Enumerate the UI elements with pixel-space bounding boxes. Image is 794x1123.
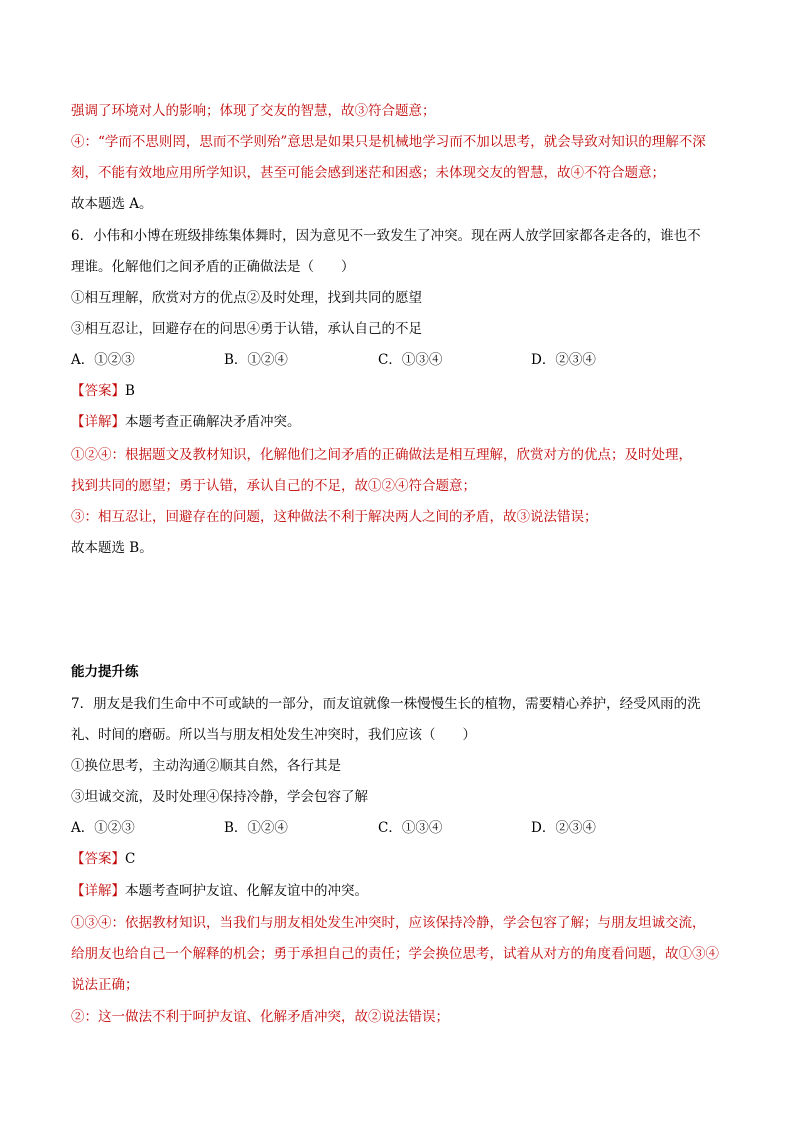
question-7-explanation: 给朋友也给自己一个解释的机会；勇于承担自己的责任；学会换位思考，试着从对方的角度看问题，故①③④ bbox=[71, 946, 719, 962]
question-7-explanation: ②：这一做法不利于呵护友谊、化解矛盾冲突，故②说法错误； bbox=[71, 1009, 449, 1025]
text-line: 强调了环境对人的影响；体现了交友的智慧，故③符合题意； bbox=[71, 103, 436, 119]
question-6-stem: 理谁。化解他们之间矛盾的正确做法是（ ） bbox=[71, 259, 355, 275]
answer-tag: 【答案】 bbox=[71, 851, 125, 867]
question-6-item: ①相互理解，欣赏对方的优点②及时处理，找到共同的愿望 bbox=[71, 290, 422, 306]
question-7-option-d: D．②③④ bbox=[531, 820, 596, 836]
question-6-conclusion: 故本题选 B。 bbox=[71, 540, 153, 556]
question-6-item: ③相互忍让，回避存在的问思④勇于认错，承认自己的不足 bbox=[71, 321, 422, 337]
question-6-explanation: 找到共同的愿望；勇于认错，承认自己的不足，故①②④符合题意； bbox=[71, 478, 476, 494]
question-7-item: ③坦诚交流，及时处理④保持冷静，学会包容了解 bbox=[71, 789, 368, 805]
text-line: 故本题选 A。 bbox=[71, 196, 153, 212]
question-7-explanation: ①③④：依据教材知识，当我们与朋友相处发生冲突时，应该保持冷静，学会包容了解；与朋友坦诚交流， bbox=[71, 915, 706, 931]
question-6-option-a: A．①②③ bbox=[71, 352, 135, 368]
question-7-stem: 7．朋友是我们生命中不可或缺的一部分，而友谊就像一株慢慢生长的植物，需要精心养护，经受风雨的洗 bbox=[71, 696, 701, 712]
question-6-option-c: C．①③④ bbox=[378, 352, 443, 368]
question-7-option-a: A．①②③ bbox=[71, 820, 135, 836]
answer-tag: 【答案】 bbox=[71, 383, 125, 399]
question-7-answer bbox=[71, 849, 135, 869]
detail-text: 本题考查呵护友谊、化解友谊中的冲突。 bbox=[125, 883, 368, 899]
question-6-stem: 6．小伟和小博在班级排练集体舞时，因为意见不一致发生了冲突。现在两人放学回家都各走各的，谁也不 bbox=[71, 228, 701, 244]
question-7-option-c: C．①③④ bbox=[378, 820, 443, 836]
question-6-option-b: B．①②④ bbox=[224, 352, 288, 368]
question-7-option-b: B．①②④ bbox=[224, 820, 288, 836]
detail-tag: 【详解】 bbox=[71, 883, 125, 899]
question-7-explanation: 说法正确； bbox=[71, 977, 139, 993]
text-line: 刻，不能有效地应用所学知识，甚至可能会感到迷茫和困惑；未体现交友的智慧，故④不符合题意； bbox=[71, 165, 665, 181]
question-7-item: ①换位思考，主动沟通②顺其自然，各行其是 bbox=[71, 758, 341, 774]
question-7-stem: 礼、时间的磨砺。所以当与朋友相处发生冲突时，我们应该（ ） bbox=[71, 727, 476, 743]
question-6-explanation: ③：相互忍让，回避存在的问题，这种做法不利于解决两人之间的矛盾，故③说法错误； bbox=[71, 509, 598, 525]
question-6-detail bbox=[71, 412, 301, 432]
question-6-option-d: D．②③④ bbox=[531, 352, 596, 368]
answer-value: C bbox=[125, 851, 136, 867]
question-7-detail bbox=[71, 881, 368, 901]
detail-text: 本题考查正确解决矛盾冲突。 bbox=[125, 414, 301, 430]
question-6-explanation: ①②④：根据题文及教材知识，化解他们之间矛盾的正确做法是相互理解，欣赏对方的优点；及时处理， bbox=[71, 447, 692, 463]
text-line: ④：“学而不思则罔，思而不学则殆”意思是如果只是机械地学习而不加以思考，就会导致对知识的理解不深 bbox=[71, 134, 706, 150]
detail-tag: 【详解】 bbox=[71, 414, 125, 430]
question-6-answer bbox=[71, 381, 135, 401]
answer-value: B bbox=[125, 383, 135, 399]
section-title: 能力提升练 bbox=[71, 664, 139, 680]
